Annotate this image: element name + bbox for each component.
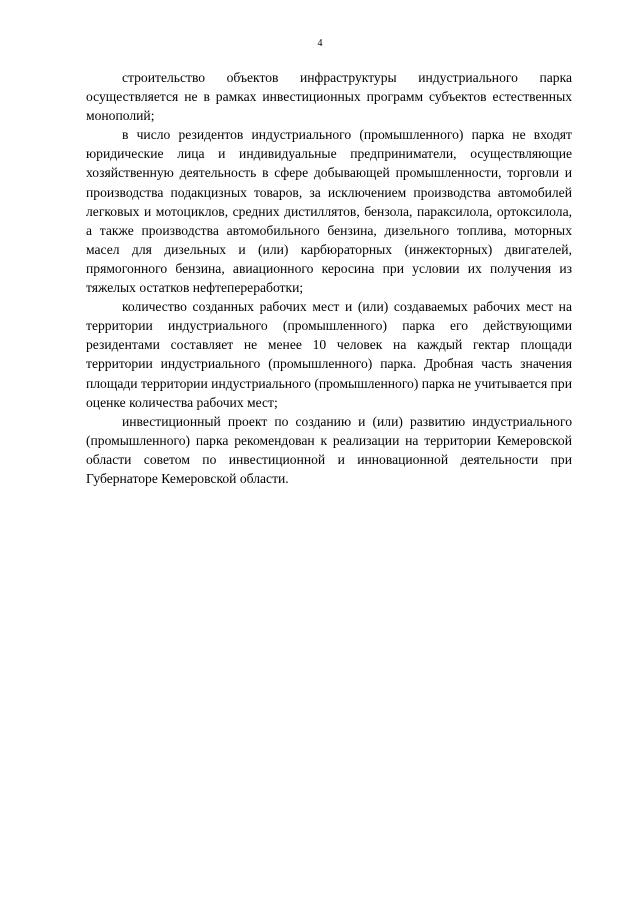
document-body	[86, 68, 572, 488]
paragraph-jobs: количество созданных рабочих мест и (или) создаваемых рабочих мест на территории индустриального (промышленного) парка его действующими резидентами составляет не менее 10 человек на каждый гектар площади территории индустриального (промышленного) парка. Дробная часть значения площади территории индустриального (промышленного) парка не учитывается при оценке количества рабочих мест;	[86, 299, 572, 410]
paragraph-investment-project: инвестиционный проект по созданию и (или) развитию индустриального (промышленного) парка рекомендован к реализации на территории Кемеровской области советом по инвестиционной и инновационной деятельности при Губернаторе Кемеровской области.	[86, 413, 572, 486]
paragraph-infrastructure: строительство объектов инфраструктуры индустриального парка осуществляется не в рамках инвестиционных программ субъектов естественных монополий;	[86, 70, 572, 124]
page-number: 4	[317, 38, 323, 49]
paragraph-residents: в число резидентов индустриального (промышленного) парка не входят юридические лица и индивидуальные предприниматели, осуществляющие хозяйственную деятельность в сфере добывающей промышленности, торговли и производства подакцизных товаров, за исключением производства автомобилей легковых и мотоциклов, средних дистиллятов, бензола, параксилола, ортоксилола, а также производства автомобильного бензина, дизельного топлива, моторных масел для дизельных и (или) карбюраторных (инжекторных) двигателей, прямогонного бензина, авиационного керосина при условии их получения из тяжелых остатков нефтепереработки;	[86, 127, 572, 296]
